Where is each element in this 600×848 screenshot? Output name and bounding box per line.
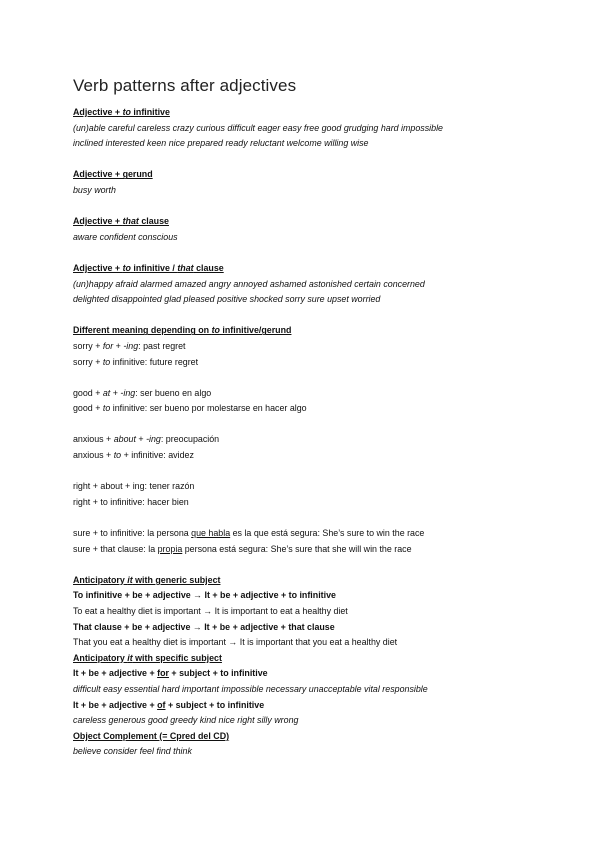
rule-text: : past regret	[138, 340, 186, 351]
heading-italic: to	[211, 325, 220, 336]
adjective-list: (un)able careful careless crazy curious difficult eager easy free good grudging hard impossible	[73, 122, 443, 133]
rule-line-right-about: right + about + ing: tener razón	[73, 481, 195, 492]
rule-italic: to	[102, 356, 111, 367]
formula-text: It + be + adjective +	[73, 668, 158, 679]
example-line: To eat a healthy diet is important → It is important to eat a healthy diet	[73, 606, 348, 616]
rule-line-sorry-to	[73, 355, 573, 371]
heading-text: with generic subject	[132, 574, 221, 585]
section-heading-adjective-to-infinitive-that-clause	[73, 261, 573, 277]
rule-text: good +	[73, 387, 103, 398]
heading-text: infinitive	[130, 107, 170, 117]
rule-line-anxious-about	[73, 432, 573, 448]
heading-text: Anticipatory	[73, 652, 128, 663]
section-heading-different-meaning	[73, 323, 573, 339]
rule-line-good-to	[73, 401, 573, 417]
rule-text: es la que está segura: She’s sure to win the race	[230, 528, 425, 539]
formula-line-for	[73, 666, 573, 682]
heading-text: Adjective +	[73, 107, 123, 117]
section-heading-anticipatory-it-specific	[73, 651, 573, 667]
section-heading-adjective-to-infinitive	[73, 105, 573, 121]
heading-text: Adjective +	[73, 262, 123, 273]
rule-italic: to	[102, 403, 111, 414]
heading-text: clause	[138, 216, 169, 227]
rule-text: + infinitive: avidez	[121, 450, 194, 461]
verb-list: believe consider feel find think	[73, 746, 192, 757]
adjective-list: careless generous good greedy kind nice right silly wrong	[73, 715, 299, 726]
formula-line: To infinitive + be + adjective → It + be + adjective + to infinitive	[73, 590, 336, 601]
adjective-list: (un)happy afraid alarmed amazed angry annoyed ashamed astonished certain concerned	[73, 278, 425, 289]
heading-italic: it	[127, 652, 133, 663]
rule-text: sure + to infinitive: la persona	[73, 528, 192, 539]
formula-line-of	[73, 698, 573, 714]
rule-text: +	[135, 434, 147, 445]
heading-text: infinitive/gerund	[219, 325, 292, 336]
rule-text: persona está segura: She’s sure that she will win the race	[182, 543, 412, 554]
rule-line-sure-to	[73, 526, 573, 542]
heading-italic: that	[122, 216, 139, 227]
rule-underlined: que habla	[191, 528, 231, 539]
heading-italic: to	[122, 262, 131, 273]
rule-text: : ser bueno en algo	[135, 387, 212, 398]
adjective-list: difficult easy essential hard important impossible necessary unacceptable vital responsible	[73, 683, 428, 694]
section-heading-anticipatory-it-generic	[73, 573, 573, 589]
heading-text: Different meaning depending on	[73, 325, 212, 336]
rule-italic: -ing	[123, 340, 139, 351]
document-page	[73, 76, 573, 760]
rule-line-anxious-to	[73, 448, 573, 464]
formula-underlined: of	[157, 699, 166, 710]
heading-italic: that	[177, 262, 194, 273]
rule-text: +	[110, 387, 121, 398]
rule-italic: -ing	[120, 387, 136, 398]
adjective-list: inclined interested keen nice prepared ready reluctant welcome willing wise	[73, 138, 369, 149]
heading-text: Anticipatory	[73, 574, 128, 585]
section-heading-object-complement: Object Complement (= Cpred del CD)	[73, 730, 230, 741]
rule-italic: about	[113, 434, 136, 445]
example-line: That you eat a healthy diet is important → It is important that you eat a healthy diet	[73, 637, 398, 648]
heading-text: infinitive /	[130, 262, 178, 273]
formula-text: + subject + to infinitive	[168, 668, 268, 679]
heading-text: with specific subject	[132, 652, 222, 663]
rule-text: : preocupación	[160, 434, 220, 445]
rule-italic: for	[102, 340, 114, 351]
rule-italic: to	[113, 450, 122, 461]
rule-line-sorry-for	[73, 339, 573, 355]
rule-line-good-at	[73, 386, 573, 402]
rule-italic: -ing	[146, 434, 161, 445]
heading-text: Adjective +	[73, 216, 123, 227]
rule-text: sorry +	[73, 340, 103, 351]
rule-text: sure + that clause: la	[73, 543, 158, 554]
rule-line-sure-that	[73, 542, 573, 558]
rule-underlined: propia	[157, 543, 183, 554]
adjective-list: busy worth	[73, 184, 116, 195]
rule-text: good +	[73, 403, 103, 414]
section-heading-adjective-that-clause	[73, 214, 573, 230]
rule-line-right-to: right + to infinitive: hacer bien	[73, 496, 189, 507]
adjective-list: delighted disappointed glad pleased positive shocked sorry sure upset worried	[73, 294, 381, 305]
formula-text: + subject + to infinitive	[165, 699, 265, 710]
heading-italic: it	[127, 574, 133, 585]
rule-text: infinitive: future regret	[110, 356, 199, 367]
heading-text: clause	[193, 262, 224, 273]
rule-text: anxious +	[73, 450, 114, 461]
rule-text: +	[113, 340, 124, 351]
rule-text: sorry +	[73, 356, 103, 367]
rule-text: infinitive: ser bueno por molestarse en hacer algo	[110, 403, 307, 414]
rule-italic: at	[102, 387, 111, 398]
rule-text: anxious +	[73, 434, 114, 445]
formula-line: That clause + be + adjective → It + be + adjective + that clause	[73, 621, 335, 632]
adjective-list: aware confident conscious	[73, 231, 178, 242]
section-heading-adjective-gerund: Adjective + gerund	[73, 169, 153, 180]
heading-italic: to	[122, 107, 131, 117]
page-title: Verb patterns after adjectives	[73, 76, 297, 95]
formula-underlined: for	[157, 668, 169, 679]
formula-text: It + be + adjective +	[73, 699, 158, 710]
